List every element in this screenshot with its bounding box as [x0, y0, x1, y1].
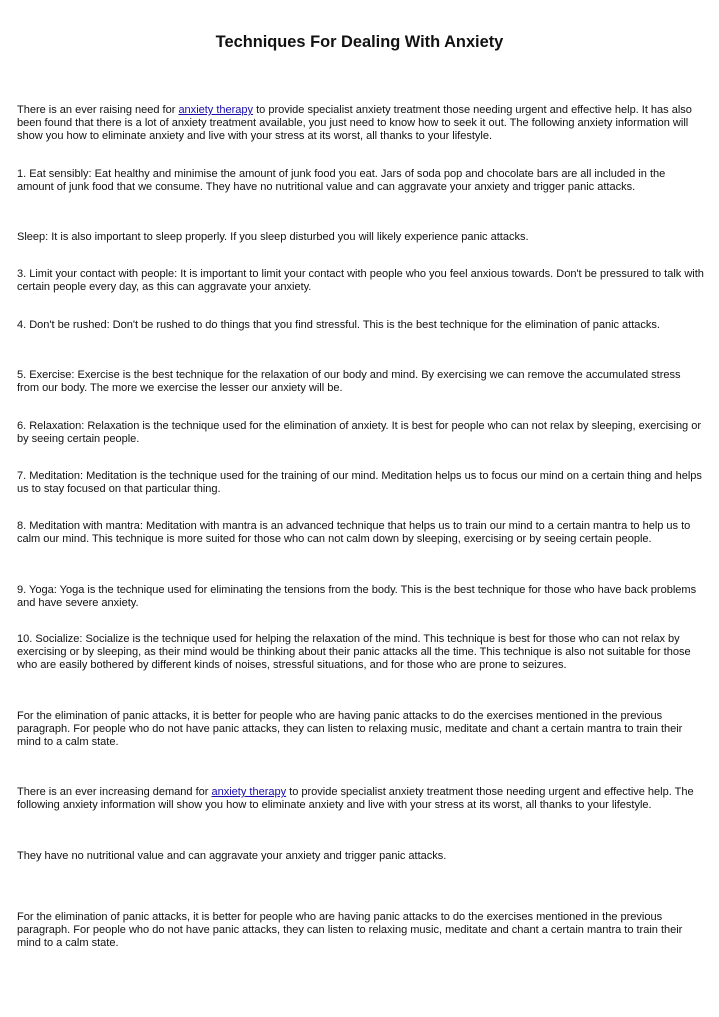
- second-intro-text-before: There is an ever increasing demand for: [17, 786, 212, 798]
- item-exercise: 5. Exercise: Exercise is the best technique for the relaxation of our body and mind. By exercising we can remove the accumulated stress from our body. The more we exercise the lesser our anxiety will be.: [17, 369, 681, 394]
- item-socialize: 10. Socialize: Socialize is the technique used for helping the relaxation of the mind. This technique is best for those who can not relax by exercising or by sleeping, as their mind would be thinking about their panic attacks all the time. This technique is also not suitable for those who are easily bothered by different kinds of noises, stressful situations, and for those who are prone to seizures.: [17, 633, 691, 671]
- nutrition-note-paragraph: They have no nutritional value and can aggravate your anxiety and trigger panic attacks.: [17, 850, 447, 862]
- item-eat-sensibly: 1. Eat sensibly: Eat healthy and minimise the amount of junk food you eat. Jars of soda pop and chocolate bars are all included in the amount of junk food that we consume. They have no nutritional value and can aggravate your anxiety and trigger panic attacks.: [17, 168, 666, 193]
- item-meditation: 7. Meditation: Meditation is the technique used for the training of our mind. Meditation helps us to focus our mind on a certain thing and helps us to stay focused on that particular thing.: [17, 470, 702, 495]
- second-intro-paragraph: [17, 786, 705, 812]
- item-limit-contact: 3. Limit your contact with people: It is important to limit your contact with people who you feel anxious towards. Don't be pressured to talk with certain people every day, as this can aggravate your anxiety.: [17, 268, 704, 293]
- anxiety-therapy-link-2[interactable]: anxiety therapy: [211, 786, 287, 798]
- item-yoga: 9. Yoga: Yoga is the technique used for eliminating the tensions from the body. This is the best technique for those who have back problems and have severe anxiety.: [17, 584, 697, 609]
- panic-attacks-paragraph: For the elimination of panic attacks, it is better for people who are having panic attacks to do the exercises mentioned in the previous paragraph. For people who do not have panic attacks, they can listen to relaxing music, meditate and chant a certain mantra to train their mind to a calm state.: [17, 710, 683, 748]
- item-dont-be-rushed: 4. Don't be rushed: Don't be rushed to do things that you find stressful. This is the best technique for the elimination of panic attacks.: [17, 319, 660, 331]
- intro-text-after: to provide specialist anxiety treatment those needing urgent and effective help. It has also been found that there is a lot of anxiety treatment available, you just need to know how to seek it out. The following anxiety information will show you how to eliminate anxiety and live with your stress at its worst, all thanks to your lifestyle.: [17, 104, 692, 142]
- item-meditation-mantra: 8. Meditation with mantra: Meditation with mantra is an advanced technique that helps us to train our mind to a certain mantra to help us to calm our mind. This technique is more suited for those who can not calm down by sleeping, exercising or by seeing certain people.: [17, 520, 691, 545]
- item-sleep: Sleep: It is also important to sleep properly. If you sleep disturbed you will likely experience panic attacks.: [17, 231, 529, 243]
- second-intro-text-after: to provide specialist anxiety treatment those needing urgent and effective help. The following anxiety information will show you how to eliminate anxiety and live with your stress at its worst, all thanks to your lifestyle.: [17, 786, 694, 811]
- intro-text-before: There is an ever raising need for: [17, 104, 179, 116]
- intro-paragraph: [17, 104, 705, 143]
- closing-paragraph: For the elimination of panic attacks, it is better for people who are having panic attacks to do the exercises mentioned in the previous paragraph. For people who do not have panic attacks, they can listen to relaxing music, meditate and chant a certain mantra to train their mind to a calm state.: [17, 911, 683, 949]
- page-title: Techniques For Dealing With Anxiety: [215, 33, 504, 51]
- item-relaxation: 6. Relaxation: Relaxation is the technique used for the elimination of anxiety. It is best for people who can not relax by sleeping, exercising or by seeing certain people.: [17, 420, 702, 445]
- anxiety-therapy-link[interactable]: anxiety therapy: [178, 104, 254, 116]
